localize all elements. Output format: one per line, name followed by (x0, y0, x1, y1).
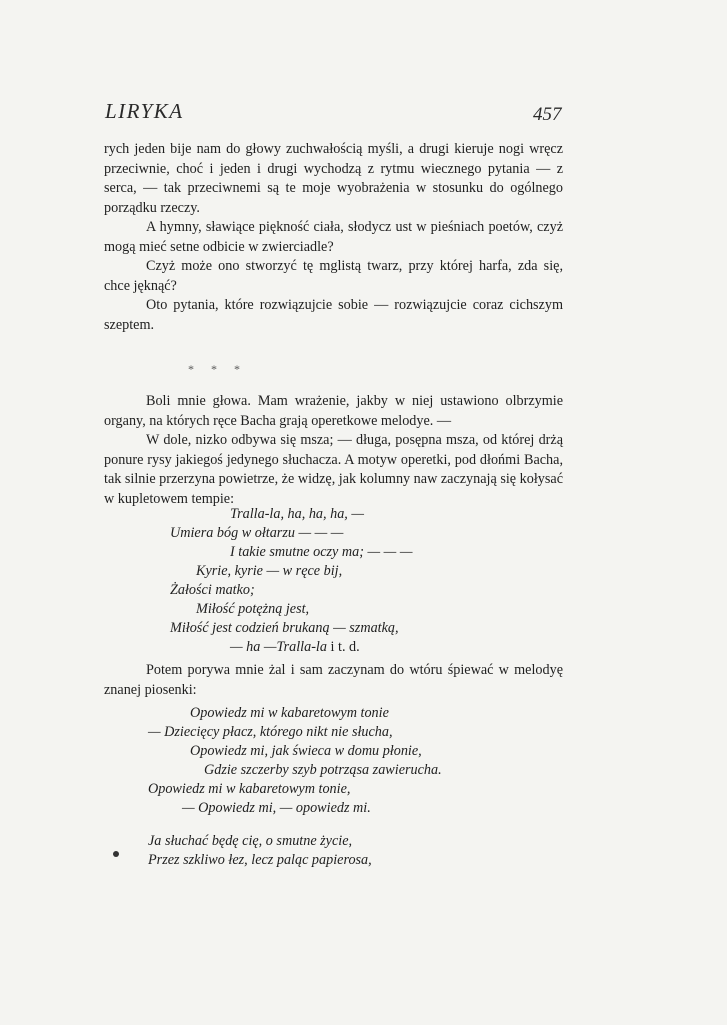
paragraph-5: Boli mnie głowa. Mam wrażenie, jakby w niej ustawiono olbrzymie organy, na których ręce Bacha grają operetkowe melodye. — (104, 393, 563, 429)
verse-line: Tralla-la, ha, ha, ha, — (230, 506, 365, 522)
verse-line: I takie smutne oczy ma; — — — (230, 544, 413, 560)
paragraph-4: Oto pytania, które rozwiązujcie sobie — rozwiązujcie coraz cichszym szeptem. (104, 297, 563, 333)
verse-line: Opowiedz mi w kabaretowym tonie, (148, 781, 351, 797)
verse-line: Kyrie, kyrie — w ręce bij, (196, 563, 343, 579)
verse-line: Ja słuchać będę cię, o smutne życie, (148, 833, 353, 849)
verse-line: Gdzie szczerby szyb potrząsa zawierucha. (204, 762, 442, 778)
ink-blot (113, 851, 119, 857)
verse-etc: i t. d. (330, 639, 360, 655)
paragraph-2: A hymny, sławiące piękność ciała, słodycz ust w pieśniach poetów, czyż mogą mieć setne odbicie w zwierciadle? (104, 219, 563, 255)
verse-line: Miłość potężną jest, (196, 601, 310, 617)
verse-line: — Dziecięcy płacz, którego nikt nie słucha, (148, 724, 393, 740)
running-header-section: LIRYKA (105, 99, 184, 123)
verse-line: Umiera bóg w ołtarzu — — — (170, 525, 344, 541)
verse-line: Żałości matko; (170, 582, 255, 598)
verse-line: Miłość jest codzień brukaną — szmatką, (170, 620, 399, 636)
paragraph-6: W dole, nizko odbywa się msza; — długa, posępna msza, od której drżą ponure rysy jakiegoś jedynego słuchacza. A motyw operetki, pod dłońmi Bacha, tak silnie przerzyna powietrze, że widzę, jak kolumny naw zaczynają się kołysać w kupletowem tempie: (104, 432, 563, 507)
verse-line: Opowiedz mi w kabaretowym tonie (190, 705, 389, 721)
paragraph-7: Potem porywa mnie żal i sam zaczynam do wtóru śpiewać w melodyę znanej piosenki: (104, 662, 563, 698)
paragraph-1: rych jeden bije nam do głowy zuchwałością myśli, a drugi kieruje nogi wręcz przeciwnie, choć i jeden i drugi wychodzą z rytmu wiecznego pytania — z serca, — tak przeciwnemi są te moje wyobrażenia w stosunku do ogólnego porządku rzeczy. (104, 141, 563, 216)
section-separator: * * * (188, 362, 247, 376)
page-number: 457 (533, 104, 562, 125)
verse-line: — ha —Tralla-la i t. d. (230, 639, 360, 655)
verse-line: — Opowiedz mi, — opowiedz mi. (182, 800, 371, 816)
verse-line: Przez szkliwo łez, lecz paląc papierosa, (148, 852, 372, 868)
paragraph-3: Czyż może ono stworzyć tę mglistą twarz, przy której harfa, zda się, chce jęknąć? (104, 258, 563, 294)
verse-line: Opowiedz mi, jak świeca w domu płonie, (190, 743, 422, 759)
